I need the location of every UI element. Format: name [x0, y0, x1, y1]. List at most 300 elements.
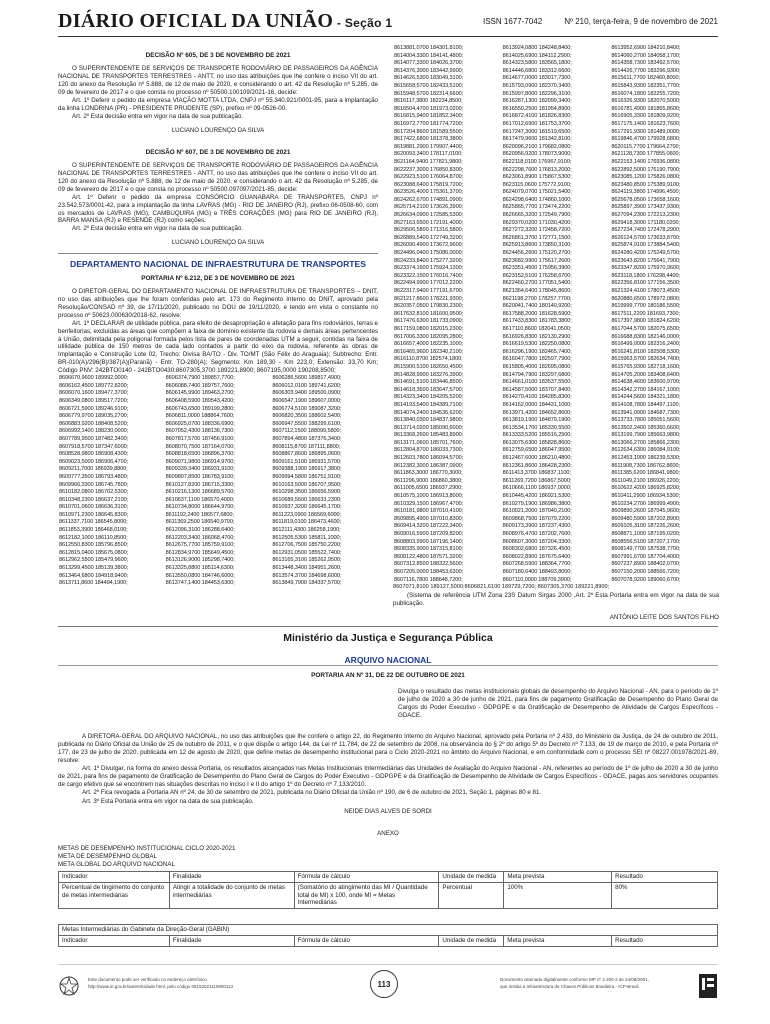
dnit-heading: DEPARTAMENTO NACIONAL DE INFRAESTRUTURA DE TRANSPORTES [58, 253, 378, 269]
coordinate-pair: 8614638,4600 183600,9700; [611, 379, 681, 386]
coordinate-pair: 8617110,8600 182041,0500; [502, 325, 572, 332]
coordinate-pair: 8608302,6800 187326,4500; [502, 546, 572, 553]
coordinate-pair: 8606721,5900 189246,9100; [59, 405, 129, 412]
coordinate-pair: 8613714,0200 185090,6000; [394, 424, 464, 431]
coordinate-row [393, 318, 719, 326]
decision-605-art2: Art. 2º Esta decisão entra em vigor na data de sua publicação. [72, 112, 244, 120]
coordinate-pair: 8607817,5700 187456,9100; [165, 435, 235, 442]
coordinate-pair: 8624298,6400 174860,1000; [502, 196, 572, 203]
coordinate-pair: 8614618,3600 183647,5700; [394, 386, 464, 393]
coordinate-pair: 8617588,2000 181628,5900; [502, 310, 572, 317]
coordinate-pair: 8621198,2700 178257,7700; [502, 295, 572, 302]
coordinate-pair: 8608122,4800 187571,3200; [394, 553, 464, 560]
coordinate-row [58, 421, 378, 429]
coordinate-row [393, 258, 719, 266]
section-label: - Seção 1 [333, 16, 393, 30]
coordinate-pair: 8615765,9300 182718,1600; [611, 363, 681, 370]
coordinate-pair: 8609211,7000 186939,8800; [59, 466, 128, 473]
coordinate-pair: 8610701,0600 186636,3100; [59, 504, 129, 511]
coordinate-pair: 8614323,3400 184205,5200; [394, 394, 464, 401]
coordinate-pair: 8614193,5400 184389,7100; [394, 401, 464, 408]
coordinate-pair: 8624456,2600 175120,2700; [502, 250, 572, 257]
coordinate-pair: 8612550,8300 185796,8500; [59, 542, 129, 549]
coordinate-pair: 8606286,5600 189817,4900; [272, 375, 342, 382]
table-header-cell: Resultado [612, 935, 718, 946]
coordinate-row [58, 375, 378, 383]
coordinate-pair: 8622153,1400 176936,0800; [611, 158, 681, 165]
coordinate-pair: 8607052,4300 188136,7300; [165, 428, 235, 435]
decision-605-signature: LUCIANO LOURENÇO DA SILVA [171, 126, 265, 134]
coordinate-pair: 8610411,2900 186934,5300; [611, 493, 680, 500]
coordinate-row [393, 113, 719, 121]
coordinate-pair: 8612361,8600 186428,2300; [502, 462, 572, 469]
coordinate-pair: 8610216,1300 186689,5700; [165, 489, 235, 496]
coordinate-pair: 8617291,9300 181489,0000; [611, 128, 681, 135]
coordinate-pair: 8614705,2000 183408,6400; [611, 371, 681, 378]
coordinate-pair: 8606408,5900 189543,4200; [165, 397, 235, 404]
coordinate-row [393, 410, 719, 418]
coordinate-pair: 8608867,8600 186895,0600; [272, 451, 342, 458]
coordinate-pair: 8614025,6900 184112,2900; [502, 52, 572, 59]
coordinate-pair: 8623347,8200 175970,9600; [611, 265, 681, 272]
coordinate-pair: 8607180,6400 188493,8000; [502, 568, 572, 575]
coordinate-pair: 8606303,9400 189500,0900; [272, 390, 342, 397]
coordinate-pair: 8621164,9400 177821,9800; [394, 158, 463, 165]
global-meta-table [58, 871, 718, 909]
coordinate-row [58, 459, 378, 467]
coordinate-pair: 8613840,0300 184837,9800; [394, 417, 464, 424]
coordinate-pair: 8613333,5200 185516,2500; [502, 432, 572, 439]
dnit-signature: ANTÔNIO LEITE DOS SANTOS FILHO [609, 613, 719, 621]
portaria-6212-preamble: O DIRETOR-GERAL DO DEPARTAMENTO NACIONAL DE INFRAESTRUTURA DE TRANSPORTES – DNIT, no uso das atribuições que lhe foram conferidas pelo art. 173 do Regimento Interno do DNIT, aprovado pela Resolução/CONSAD nº 39, de 17/11/2020, publicado no DOU de 19/11/2020, e tendo em vista o constante no processo nº 50623.000630/2018-62, resolve: [58, 287, 378, 319]
coordinate-pair: 8609868,7500 187079,2200; [502, 515, 572, 522]
coordinate-pair: 8614626,5300 183049,3100; [394, 75, 464, 82]
coordinate-row [393, 379, 719, 387]
coordinate-pair: 8625897,3900 173437,9300; [611, 204, 681, 211]
verification-note [88, 977, 328, 991]
coordinate-pair: 8614587,5000 183707,8400; [502, 386, 572, 393]
coordinate-pair: 8616657,4000 182235,1000; [394, 341, 464, 348]
coordinate-row [393, 220, 719, 228]
coordinate-pair: 8613075,6300 185828,8600; [502, 439, 572, 446]
coordinate-pair: 8612706,7500 185750,2200; [272, 542, 342, 549]
coordinate-pair: 8608115,8700 187111,8800; [272, 443, 341, 450]
coordinate-pair: 8623643,8200 175641,7900; [611, 257, 681, 264]
coordinate-pair: 8610445,4200 186921,5300; [502, 493, 572, 500]
coordinate-pair: 8614244,5600 184321,1800; [611, 394, 681, 401]
coordinate-row [393, 402, 719, 410]
coordinate-pair: 8616815,9400 181852,3400; [394, 113, 464, 120]
coordinate-pair: 8614376,3000 183442,9900; [394, 67, 464, 74]
meta-heading-3: META GLOBAL DO ARQUIVO NACIONAL [58, 861, 175, 869]
coordinate-pair: 8612203,3400 186068,4700; [165, 534, 235, 541]
coordinate-pair: 8621364,6400 178045,8600; [502, 288, 572, 294]
coordinate-pair: 8610689,5600 186633,2300; [272, 496, 342, 503]
coordinate-row [393, 554, 719, 562]
coordinate-row [393, 235, 719, 243]
coordinate-pair: 8612111,4300 186258,1900; [272, 527, 341, 534]
coordinate-pair: 8615900,5100 182650,4500; [394, 363, 464, 370]
coordinate-pair: 8607894,4800 187376,3400; [272, 435, 342, 442]
table-cell: (Somatório do atingimento das MI / Quantidade total de MI) x 100, onde MI = Metas Intermediárias [294, 882, 439, 908]
coordinate-pair: 8613733,7800 185051,5600; [611, 417, 681, 424]
coordinate-pair: 8613747,1400 184453,6300; [165, 580, 235, 587]
coordinate-pair: 8609161,5100 186931,5700; [272, 458, 342, 465]
coordinate-row [393, 273, 719, 281]
table-row [59, 882, 718, 908]
coordinate-pair: 8614342,2700 184167,1000; [611, 386, 681, 393]
page-header [58, 8, 718, 37]
coordinate-pair: 8611269,7200 186867,5000; [502, 477, 572, 484]
coordinate-pair: 8610234,2700 186999,4900; [611, 500, 681, 507]
table-title-row [59, 925, 718, 936]
coordinate-pair: 8610348,2300 186637,2100; [59, 496, 129, 503]
table-header-cell: Resultado [612, 872, 718, 883]
coordinate-row [58, 436, 378, 444]
coordinate-pair: 8625678,0500 173658,1600; [611, 196, 681, 203]
coordinate-pair: 8611049,2100 186926,2200; [611, 477, 680, 484]
coordinate-row [393, 106, 719, 114]
coordinate-pair: 8606547,1900 189607,0000; [272, 397, 342, 404]
coordinate-pair: 8613171,0600 185701,7600; [394, 439, 464, 446]
coordinate-pair: 8622356,8100 177156,3500; [611, 280, 681, 287]
portaria-an-para1: A DIRETORA-GERAL DO ARQUIVO NACIONAL, no uso das atribuições que lhe confere o artigo 22, do Regimento Interno do Arquivo Nacional, aprovado pela Portaria nº 2.433, do Ministério da Justiça, de 24 de outubro de 2011, publicada no Diário Oficial da União de 25 de outubro de 2011, e o que dispõe o artigo 144, da Lei nº 11.784, de 22 de setembro de 2008, na observância do § 2º do artigo 5º do Decreto nº 7.133, de 19 de março de 2010, e pela Portaria nº 177, de 23 de julho de 2020, publicada em 12 de agosto de 2020, que define metas de desempenho institucional para o Ciclo 2020-2021 no âmbito do Arquivo Nacional, e em conformidade com o processo SEI nº 08227.001978/2021-89, resolve: [58, 733, 718, 765]
coordinate-row [393, 83, 719, 91]
coordinate-pair: 8624262,6700 174891,0900; [394, 196, 464, 203]
ministry-title: Ministério da Justiça e Segurança Pública [58, 626, 718, 644]
coordinate-pair: 8607789,9500 187482,3400; [59, 435, 129, 442]
coordinate-pair: 8612467,6000 186210,4800; [502, 455, 572, 462]
coordinate-pair: 8614323,5800 183565,1800; [502, 60, 572, 67]
table-header-cell: Fórmula de cálculo [294, 872, 439, 883]
coordinate-pair: 8613952,6900 184210,8400; [611, 45, 681, 51]
coordinate-pair: 8622460,2700 177051,5400; [502, 280, 572, 287]
coordinate-row [393, 197, 719, 205]
coordinate-pair: 8613711,8600 184494,1900; [59, 580, 128, 587]
coordinate-pair: 8617632,8100 181600,9500; [394, 310, 464, 317]
coordinate-pair: 8610182,0800 186702,5300; [59, 489, 129, 496]
coordinate-pair: 8609966,3300 186745,7800; [59, 481, 129, 488]
coordinate-pair: 8611192,2400 186577,6800; [165, 511, 234, 518]
coordinate-pair: 8609016,5900 187209,8200; [394, 531, 464, 537]
coordinate-pair: 8611863,3000 186770,3000; [394, 470, 463, 477]
coordinate-pair: 8616241,8100 182508,5300; [611, 348, 681, 355]
coordinate-pair: 8623322,1500 176016,7400; [394, 272, 464, 279]
coordinate-pair: 8606811,0000 188864,7600; [165, 413, 235, 420]
coordinate-row [393, 478, 719, 486]
table-header-cell: Finalidade [169, 872, 294, 883]
coordinate-pair: 8609480,5900 187202,8900; [611, 515, 681, 522]
coordinate-pair: 8614162,0000 184431,1000; [502, 401, 572, 408]
coordinate-pair: 8613819,1900 184879,1900; [502, 417, 572, 424]
coordinate-pair: 8608556,5100 187207,1700; [611, 538, 681, 545]
coordinate-pair: 8625865,7700 173474,2200; [502, 204, 572, 211]
coordinate-pair: 8616504,4700 181973,0200; [394, 105, 464, 112]
coordinate-pair: 8610971,2300 186645,8300; [59, 511, 129, 518]
coordinate-pair: 8609890,2600 187045,9600; [611, 508, 681, 515]
coordinate-row [393, 204, 719, 212]
coordinate-row [393, 303, 719, 311]
coordinate-row [393, 121, 719, 129]
coordinate-pair: 8606947,5500 188299,6100; [272, 420, 342, 427]
left-column [58, 52, 378, 588]
coordinate-row [58, 390, 378, 398]
coordinate-pair: 8615793,0900 182370,3400; [502, 82, 572, 89]
coordinate-row [393, 60, 719, 68]
coordinate-pair: 8611223,0900 186569,6000; [272, 511, 341, 518]
coordinate-pair: 8617511,2200 181693,7300; [611, 310, 680, 317]
table-header-cell: Unidade de medida [439, 872, 504, 883]
coordinate-pair: 8616287,1300 182099,3400; [502, 98, 572, 105]
right-column [393, 45, 719, 621]
coordinate-pair: 8623088,6400 175819,7200; [394, 181, 464, 188]
coordinate-row [393, 280, 719, 288]
coordinate-pair: 8626124,5700 173633,8700; [611, 234, 681, 241]
decision-605-preamble: O SUPERINTENDENTE DE SERVIÇOS DE TRANSPORTE RODOVIÁRIO DE PASSAGEIROS DA AGÊNCIA NACIONAL DE TRANSPORTES TERRESTRES - ANTT, no uso das atribuições que lhe confere o inciso VII do art. 120 do anexo da Resolução nº 5.888, de 12 de maio de 2020, e considerando o art. 42 da Resolução nº 5.285, de 09 de fevereiro de 2017 e o que consta no processo nº 50500.100109/2021-16, decide: [58, 65, 378, 96]
coordinate-row [393, 212, 719, 220]
coordinate-pair: 8608803,9900 187196,1400; [394, 538, 464, 545]
coordinate-row [393, 242, 719, 250]
page-number: 113 [370, 970, 398, 998]
coordinate-pair: 8606670,9600 189992,0000; [59, 375, 129, 382]
coordinate-pair: 8616872,4100 181826,8300; [502, 113, 572, 120]
table-cell: Atingir a totalidade do conjunto de metas intermediárias [169, 882, 294, 908]
coordinate-row [393, 129, 719, 137]
coordinate-pair: 8617044,5700 182075,6500; [611, 325, 681, 332]
coordinate-row [393, 394, 719, 402]
coordinate-pair: 8614060,2700 184058,1700; [611, 52, 681, 59]
coordinate-pair: 8614828,9900 183276,3900; [394, 371, 464, 378]
coordinate-pair: 8623480,8500 175389,9100; [611, 181, 681, 188]
coordinate-row [393, 531, 719, 539]
coordinate-pair: 8613502,2400 185360,6600; [611, 424, 681, 431]
coordinate-row [58, 444, 378, 452]
table-header-row [59, 872, 718, 883]
coordinate-pair: 8617204,8600 181589,5500; [394, 128, 464, 135]
coordinate-pair: 8606743,6500 189199,2800; [165, 405, 235, 412]
coordinate-pair: 8614358,7300 183492,5700; [611, 60, 681, 67]
coordinate-pair: 8622237,3000 176850,8300; [394, 166, 464, 173]
coordinate-pair: 8624233,8400 175277,3200; [394, 257, 464, 264]
coordinate-pair: 8624496,0400 175086,0000; [394, 250, 464, 257]
table-header-cell: Finalidade [169, 935, 294, 946]
coordinate-pair: 8614677,0000 183017,7300; [502, 75, 572, 82]
meta-headings [58, 845, 718, 869]
coordinate-row [58, 466, 378, 474]
coordinate-pair: 8616619,5300 182250,0800; [502, 341, 572, 348]
coordinate-row [393, 470, 719, 478]
coordinate-row [393, 561, 719, 569]
coordinate-row [58, 550, 378, 558]
coordinate-pair: 8617397,9800 181824,6200; [611, 318, 681, 325]
coordinate-pair: 8625913,8600 173850,3100; [502, 242, 572, 249]
coordinate-pair: 8619999,7700 180186,5500; [611, 303, 681, 310]
coordinate-pair: 8617159,0800 182015,2300; [394, 325, 464, 332]
coordinate-pair: 8627272,3200 172458,7200; [502, 227, 572, 234]
coordinate-pair: 8606012,0100 189741,6200; [272, 382, 342, 389]
coordinate-pair: 8615948,5700 182314,6600; [394, 90, 464, 97]
coordinate-pair: 8613368,2600 185483,8900; [394, 432, 464, 439]
portaria-an-para3: Art. 2º Fica revogada a Portaria AN nº 24, de 30 de setembro de 2021, publicada no Diário Oficial da União nº 190, de 6 de outubro de 2021, Seção 1, páginas 80 e 81. [82, 789, 542, 797]
coordinate-pair: 8624119,3800 174996,4500; [611, 189, 680, 196]
coordinate-pair: 8610329,1500 186967,4700; [394, 500, 464, 507]
coordinate-row [393, 364, 719, 372]
coordinate-pair: 8617247,3000 181519,6500; [502, 128, 572, 135]
coordinate-row [393, 577, 719, 585]
coordinate-pair: 8619881,2900 179907,4400; [394, 143, 464, 150]
coordinate-pair: 8621324,4100 178073,4500; [611, 288, 681, 294]
coordinate-pair: 8623115,0600 175772,9100; [502, 181, 572, 188]
coordinate-table-right [393, 45, 719, 584]
coordinate-pair: 8612603,7800 186094,5700; [394, 455, 464, 462]
coordinate-pair: 8610637,1100 186570,4000; [165, 496, 235, 503]
coordinate-pair: 8623374,1600 175924,1300; [394, 265, 464, 272]
coordinate-pair: 8612675,7700 185759,9100; [165, 542, 235, 549]
coordinate-pair: 8611337,7100 186545,8000; [59, 519, 128, 526]
coordinate-row [393, 417, 719, 425]
coordinate-pair: 8611413,3700 186837,1100; [502, 470, 571, 477]
coordinate-row [58, 535, 378, 543]
coordinate-pair: 8622892,5000 176190,7900; [611, 166, 681, 173]
coordinate-pair: 8612505,5300 185811,1000; [272, 534, 341, 541]
portaria-6212-art1: Art. 1º DECLARAR de utilidade pública, para efeito de desapropriação e afetação para fins rodoviários, terras e benfeitorias, excluídas as áreas que compõem a faixa de domínio existente da rodovia e demais áreas pertencentes à União, delimitada pela poligonal formada pelos lista de pares de coordenadas UTM a seguir, contidas na faixa de utilidade pública de 150 metros de cada lado contados a partir do eixo da rodovia, referente às obras de Implantação e Construção Lote 02, Trecho: Divisa BA/TO - Div. TO/MT (São Félix do Araguaia); Subtrecho: Entr. BR-010(A)/296(B)/387(A)(Paranã) - Entr. TO-280(A); Segmento: Km 189,30 - Km 223,0; Extensão: 33,70 Km; Código PNV: 242BTO0140 - 242BTO0430:8607305,3700 189221,8900; 8607195,0000 190208,8500; [58, 319, 378, 375]
table-header-cell: Indicador [59, 935, 170, 946]
coordinate-pair: 8614691,5100 183446,8500; [394, 379, 464, 386]
coordinate-pair: 8612759,6500 186047,9500; [502, 447, 572, 454]
coordinate-row [58, 580, 378, 588]
coordinate-row [58, 413, 378, 421]
coordinate-pair: 8610279,1900 186986,3800; [502, 500, 572, 507]
coordinate-pair: 8610127,8200 186715,3300; [165, 481, 235, 488]
coordinate-pair: 8607116,7800 188648,7200; [394, 576, 463, 583]
decision-605-title: DECISÃO Nº 605, DE 3 DE NOVEMBRO DE 2021 [145, 52, 291, 59]
coordinate-pair: 8614004,3300 184141,4800; [394, 52, 464, 59]
coordinate-pair: 8606088,7400 189757,7600; [165, 382, 235, 389]
coordinate-pair: 8609023,5000 186906,4700; [59, 458, 129, 465]
coordinate-row [393, 75, 719, 83]
coordinate-pair: 8609895,4900 187010,8300; [394, 515, 464, 522]
coordinate-pair: 8607078,9200 189060,6700; [611, 576, 681, 583]
coordinate-pair: 8623152,5100 176258,6700; [502, 272, 572, 279]
coordinate-pair: 8629370,0200 171030,4200; [502, 219, 572, 226]
coordinate-row [58, 512, 378, 520]
coordinate-row [393, 182, 719, 190]
coordinate-pair: 8614108,7800 184497,1100; [611, 401, 680, 408]
coordinate-pair: 8617422,6800 181378,3800; [394, 136, 464, 143]
coordinate-pair: 8616499,0000 182316,2400; [611, 341, 681, 348]
coordinate-pair: 8613881,0700 184301,8100; [394, 45, 464, 51]
decision-607-signature: LUCIANO LOURENÇO DA SILVA [171, 239, 265, 247]
signature-note-line-2: que institui a Infraestrutura de Chaves Públicas Brasileira - ICP-Brasil. [500, 983, 640, 989]
coordinate-row [393, 326, 719, 334]
coordinate-row [393, 45, 719, 53]
coordinate-pair: 8617012,6900 181753,3700; [502, 120, 572, 127]
coordinate-pair: 8612804,8700 186033,7300; [394, 447, 464, 454]
coordinate-pair: 8610622,4200 186925,8200; [611, 485, 681, 492]
coordinate-pair: 8610298,3500 186656,5900; [272, 489, 342, 496]
coordinate-pair: 8626665,3200 172549,7900; [502, 212, 572, 219]
coordinate-pair: 8621217,8600 178221,9300; [394, 295, 464, 302]
coordinate-pair: 8623526,4000 175361,3700; [394, 189, 464, 196]
coordinate-row [393, 569, 719, 577]
heading-rule [58, 665, 718, 666]
coordinate-row [393, 334, 719, 342]
portaria-6212-title: PORTARIA Nº 6.212, DE 3 DE NOVEMBRO DE 2021 [141, 274, 295, 282]
coordinate-pair: 8623085,1200 175826,0800; [611, 174, 681, 181]
portaria-an-para2: Art. 1º Divulgar, na forma do anexo dessa Portaria, os resultados alcançados nas Metas Institucionais Intermediárias das Unidades de Avaliação do Arquivo Nacional - AN, referentes ao período de 1º de julho de 2020 a 30 de junho de 2021, para fins de pagamento de Gratificação de Desempenho do Plano Geral de Cargos do Poder Executivo - GDPGPE e da Gratificação de Desempenho de Atividade de Cargos Específicos - GDACE, pagas aos servidores ocupantes de cargo efetivo que se encontrem nas situações descritas no inciso I e II do artigo 1º do Decreto nº 7.133/2010. [58, 765, 718, 789]
coordinate-pair: 8614077,3300 184026,3700; [394, 60, 464, 67]
coordinate-pair: 8626861,3700 172771,1500; [502, 234, 572, 241]
coordinate-row [393, 440, 719, 448]
table-cell: Percentual [439, 882, 504, 908]
coordinate-pair: 8614074,2400 184536,6200; [394, 409, 464, 416]
coordinate-pair: 8616972,7700 181774,7200; [394, 120, 464, 127]
coordinate-pair: 8611385,6200 186841,9800; [611, 470, 680, 477]
coordinate-pair: 8606883,9200 188408,5200; [59, 420, 129, 427]
coordinate-pair: 8616926,8300 182130,2900; [502, 333, 572, 340]
coordinate-pair: 8627094,2300 172213,2300; [611, 212, 681, 219]
coordinate-pair: 8616110,8700 182574,1800; [394, 356, 463, 363]
coordinate-row [58, 383, 378, 391]
coordinate-pair: 8627163,6500 172191,4000; [394, 219, 464, 226]
coordinate-row [393, 372, 719, 380]
coordinate-pair: 8608335,9000 187315,8100; [394, 546, 464, 553]
coordinate-row [393, 296, 719, 304]
coordinate-row [58, 428, 378, 436]
table-cell: 80% [612, 882, 718, 908]
coordinate-pair: 8613299,4500 185139,3800; [59, 565, 129, 572]
meta-heading-1: METAS DE DESEMPENHO INSTITUCIONAL CICLO 2020-2021 [58, 845, 236, 852]
coordinate-pair: 8608070,7500 187164,0700; [165, 443, 235, 450]
coordinate-pair: 8619846,4700 179928,6800; [611, 136, 681, 143]
gabin-meta-table [58, 924, 718, 947]
coordinate-pair: 8629506,5800 171316,5800; [394, 227, 464, 234]
coordinate-pair: 8616074,1800 182255,7200; [611, 90, 681, 97]
coordinate-row [393, 144, 719, 152]
coordinate-pair: 8614270,4100 184285,8300; [502, 394, 572, 401]
page-footer [58, 964, 718, 1005]
coordinate-pair: 8606374,7900 189857,7700; [165, 375, 235, 382]
coordinate-pair: 8612815,0400 185675,0800; [59, 549, 129, 556]
coordinate-pair: 8612096,3100 186288,6400; [165, 527, 235, 534]
coordinate-pair: 8609777,3500 186793,4800; [59, 473, 129, 480]
coordinate-pair: 8608022,8900 187675,6400; [502, 553, 572, 560]
coordinate-pair: 8608607,3000 187204,3300; [502, 538, 572, 545]
icp-brasil-logo-icon [698, 973, 718, 999]
coordinate-row [393, 159, 719, 167]
coordinate-pair: 8612382,3000 186387,0900; [394, 462, 464, 469]
coordinate-pair: 8614794,7900 183297,6800; [502, 371, 572, 378]
decision-605-art1: Art. 1º Deferir o pedido da empresa VIAÇÃO MOTTA LTDA, CNPJ nº 55.340.921/0001-95, para a implantação da linha LONDRINA (PR) - PRESIDENTE PRUDENTE (SP), prefixo nº 09-0526-00. [58, 96, 378, 112]
coordinate-pair: 8622317,9400 177191,6700; [394, 288, 464, 294]
coordinate-pair: 8611908,7300 186762,8600; [611, 462, 680, 469]
coordinate-pair: 8606162,4500 189772,8200; [59, 382, 129, 389]
coordinate-row [393, 98, 719, 106]
coordinate-row [393, 341, 719, 349]
coordinate-pair: 8615805,4000 182695,0800; [502, 363, 572, 370]
coordinate-pair: 8625874,9100 173884,5400; [611, 242, 681, 249]
anexo-label: ANEXO [377, 830, 399, 837]
coordinate-row [393, 463, 719, 471]
coordinate-pair: 8607110,0000 188709,3900; [502, 576, 572, 583]
coordinate-last-row: 8607071,8100 189127,5000;8606821,6100 189729,7200; 8607305,3700 189221,8900; [393, 584, 610, 591]
coordinate-pair: 8613199,7900 185663,9800; [611, 432, 681, 439]
coordinate-row [393, 227, 719, 235]
coordinate-pair: 8621128,7300 177855,0600; [611, 151, 680, 158]
arquivo-nacional-heading: ARQUIVO NACIONAL [344, 655, 432, 665]
verification-line-1: Este documento pode ser verificado no endereço eletrônico [88, 977, 207, 982]
table-header-cell: Meta prevista [504, 872, 612, 883]
